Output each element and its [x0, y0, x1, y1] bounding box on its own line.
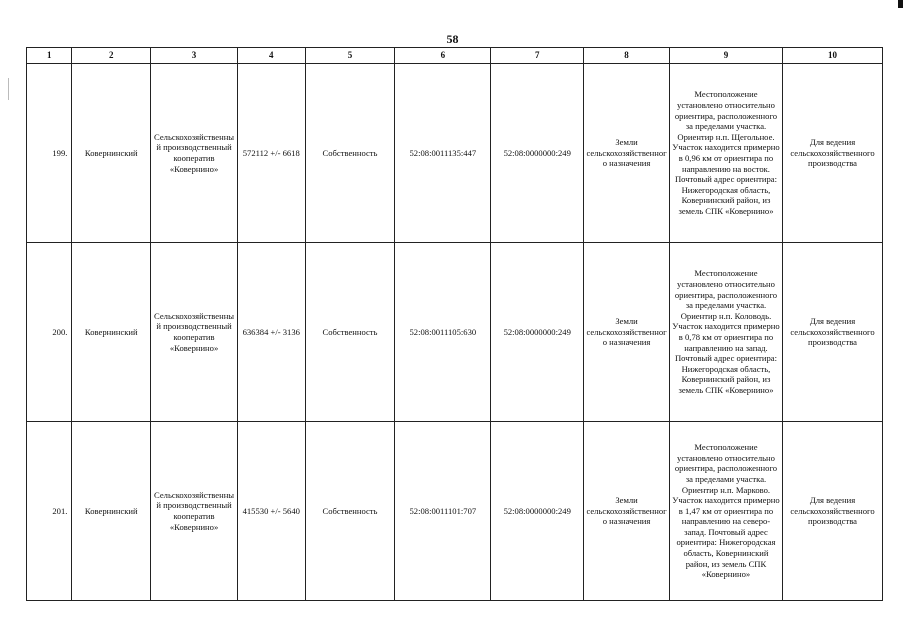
cadastral-number-cell: 52:08:0011105:630: [395, 243, 491, 422]
use-cell: Для ведения сельскохозяйственного производства: [783, 64, 883, 243]
corner-scan-mark: [898, 0, 903, 8]
table-row: [27, 64, 883, 243]
location-cell: Местоположение установлено относительно ориентира, расположенного за пределами участка. Ориентир н.п. Коловодь. Участок находится примерно в 0,78 км от ориентира по направлению на запад. Почтовый адрес ориентира: Нижегородская область, Ковернинский район, из земель СПК «Ковернино»: [669, 243, 782, 422]
area-cell: 636384 +/- 3136: [237, 243, 305, 422]
category-cell: Земли сельскохозяйственного назначения: [584, 422, 670, 601]
column-header-1: 1: [27, 48, 72, 64]
right-cell: Собственность: [305, 422, 395, 601]
parent-number-cell: 52:08:0000000:249: [491, 64, 584, 243]
header-row: [27, 48, 883, 64]
table-row: [27, 422, 883, 601]
row-number: 199.: [27, 64, 72, 243]
district-cell: Ковернинский: [72, 422, 151, 601]
district-cell: Ковернинский: [72, 64, 151, 243]
right-cell: Собственность: [305, 64, 395, 243]
edge-scan-mark: [8, 78, 9, 100]
area-cell: 572112 +/- 6618: [237, 64, 305, 243]
use-cell: Для ведения сельскохозяйственного производства: [783, 243, 883, 422]
cadastral-number-cell: 52:08:0011135:447: [395, 64, 491, 243]
column-header-10: 10: [783, 48, 883, 64]
right-cell: Собственность: [305, 243, 395, 422]
location-cell: Местоположение установлено относительно ориентира, расположенного за пределами участка. Ориентир н.п. Щегольное. Участок находится примерно в 0,96 км от ориентира по направлению на восток. Почтовый адрес ориентира: Нижегородская область, Ковернинский район, из земель СПК «Ковернино»: [669, 64, 782, 243]
owner-cell: Сельскохозяйственный производственный кооператив «Ковернино»: [151, 64, 238, 243]
parent-number-cell: 52:08:0000000:249: [491, 243, 584, 422]
location-cell: Местоположение установлено относительно ориентира, расположенного за пределами участка. Ориентир н.п. Марково. Участок находится примерно в 1,47 км от ориентира по направлению на северо-запад. Почтовый адрес ориентира: Нижегородская область, Ковернинский район, из земель СПК «Ковернино»: [669, 422, 782, 601]
column-header-2: 2: [72, 48, 151, 64]
land-registry-table: [26, 47, 883, 601]
column-header-5: 5: [305, 48, 395, 64]
row-number: 201.: [27, 422, 72, 601]
category-cell: Земли сельскохозяйственного назначения: [584, 243, 670, 422]
column-header-8: 8: [584, 48, 670, 64]
district-cell: Ковернинский: [72, 243, 151, 422]
column-header-6: 6: [395, 48, 491, 64]
row-number: 200.: [27, 243, 72, 422]
page-number: 58: [446, 32, 459, 46]
parent-number-cell: 52:08:0000000:249: [491, 422, 584, 601]
table-row: [27, 243, 883, 422]
column-header-7: 7: [491, 48, 584, 64]
area-cell: 415530 +/- 5640: [237, 422, 305, 601]
cadastral-number-cell: 52:08:0011101:707: [395, 422, 491, 601]
owner-cell: Сельскохозяйственный производственный кооператив «Ковернино»: [151, 422, 238, 601]
category-cell: Земли сельскохозяйственного назначения: [584, 64, 670, 243]
column-header-9: 9: [669, 48, 782, 64]
owner-cell: Сельскохозяйственный производственный кооператив «Ковернино»: [151, 243, 238, 422]
use-cell: Для ведения сельскохозяйственного производства: [783, 422, 883, 601]
column-header-3: 3: [151, 48, 238, 64]
column-header-4: 4: [237, 48, 305, 64]
